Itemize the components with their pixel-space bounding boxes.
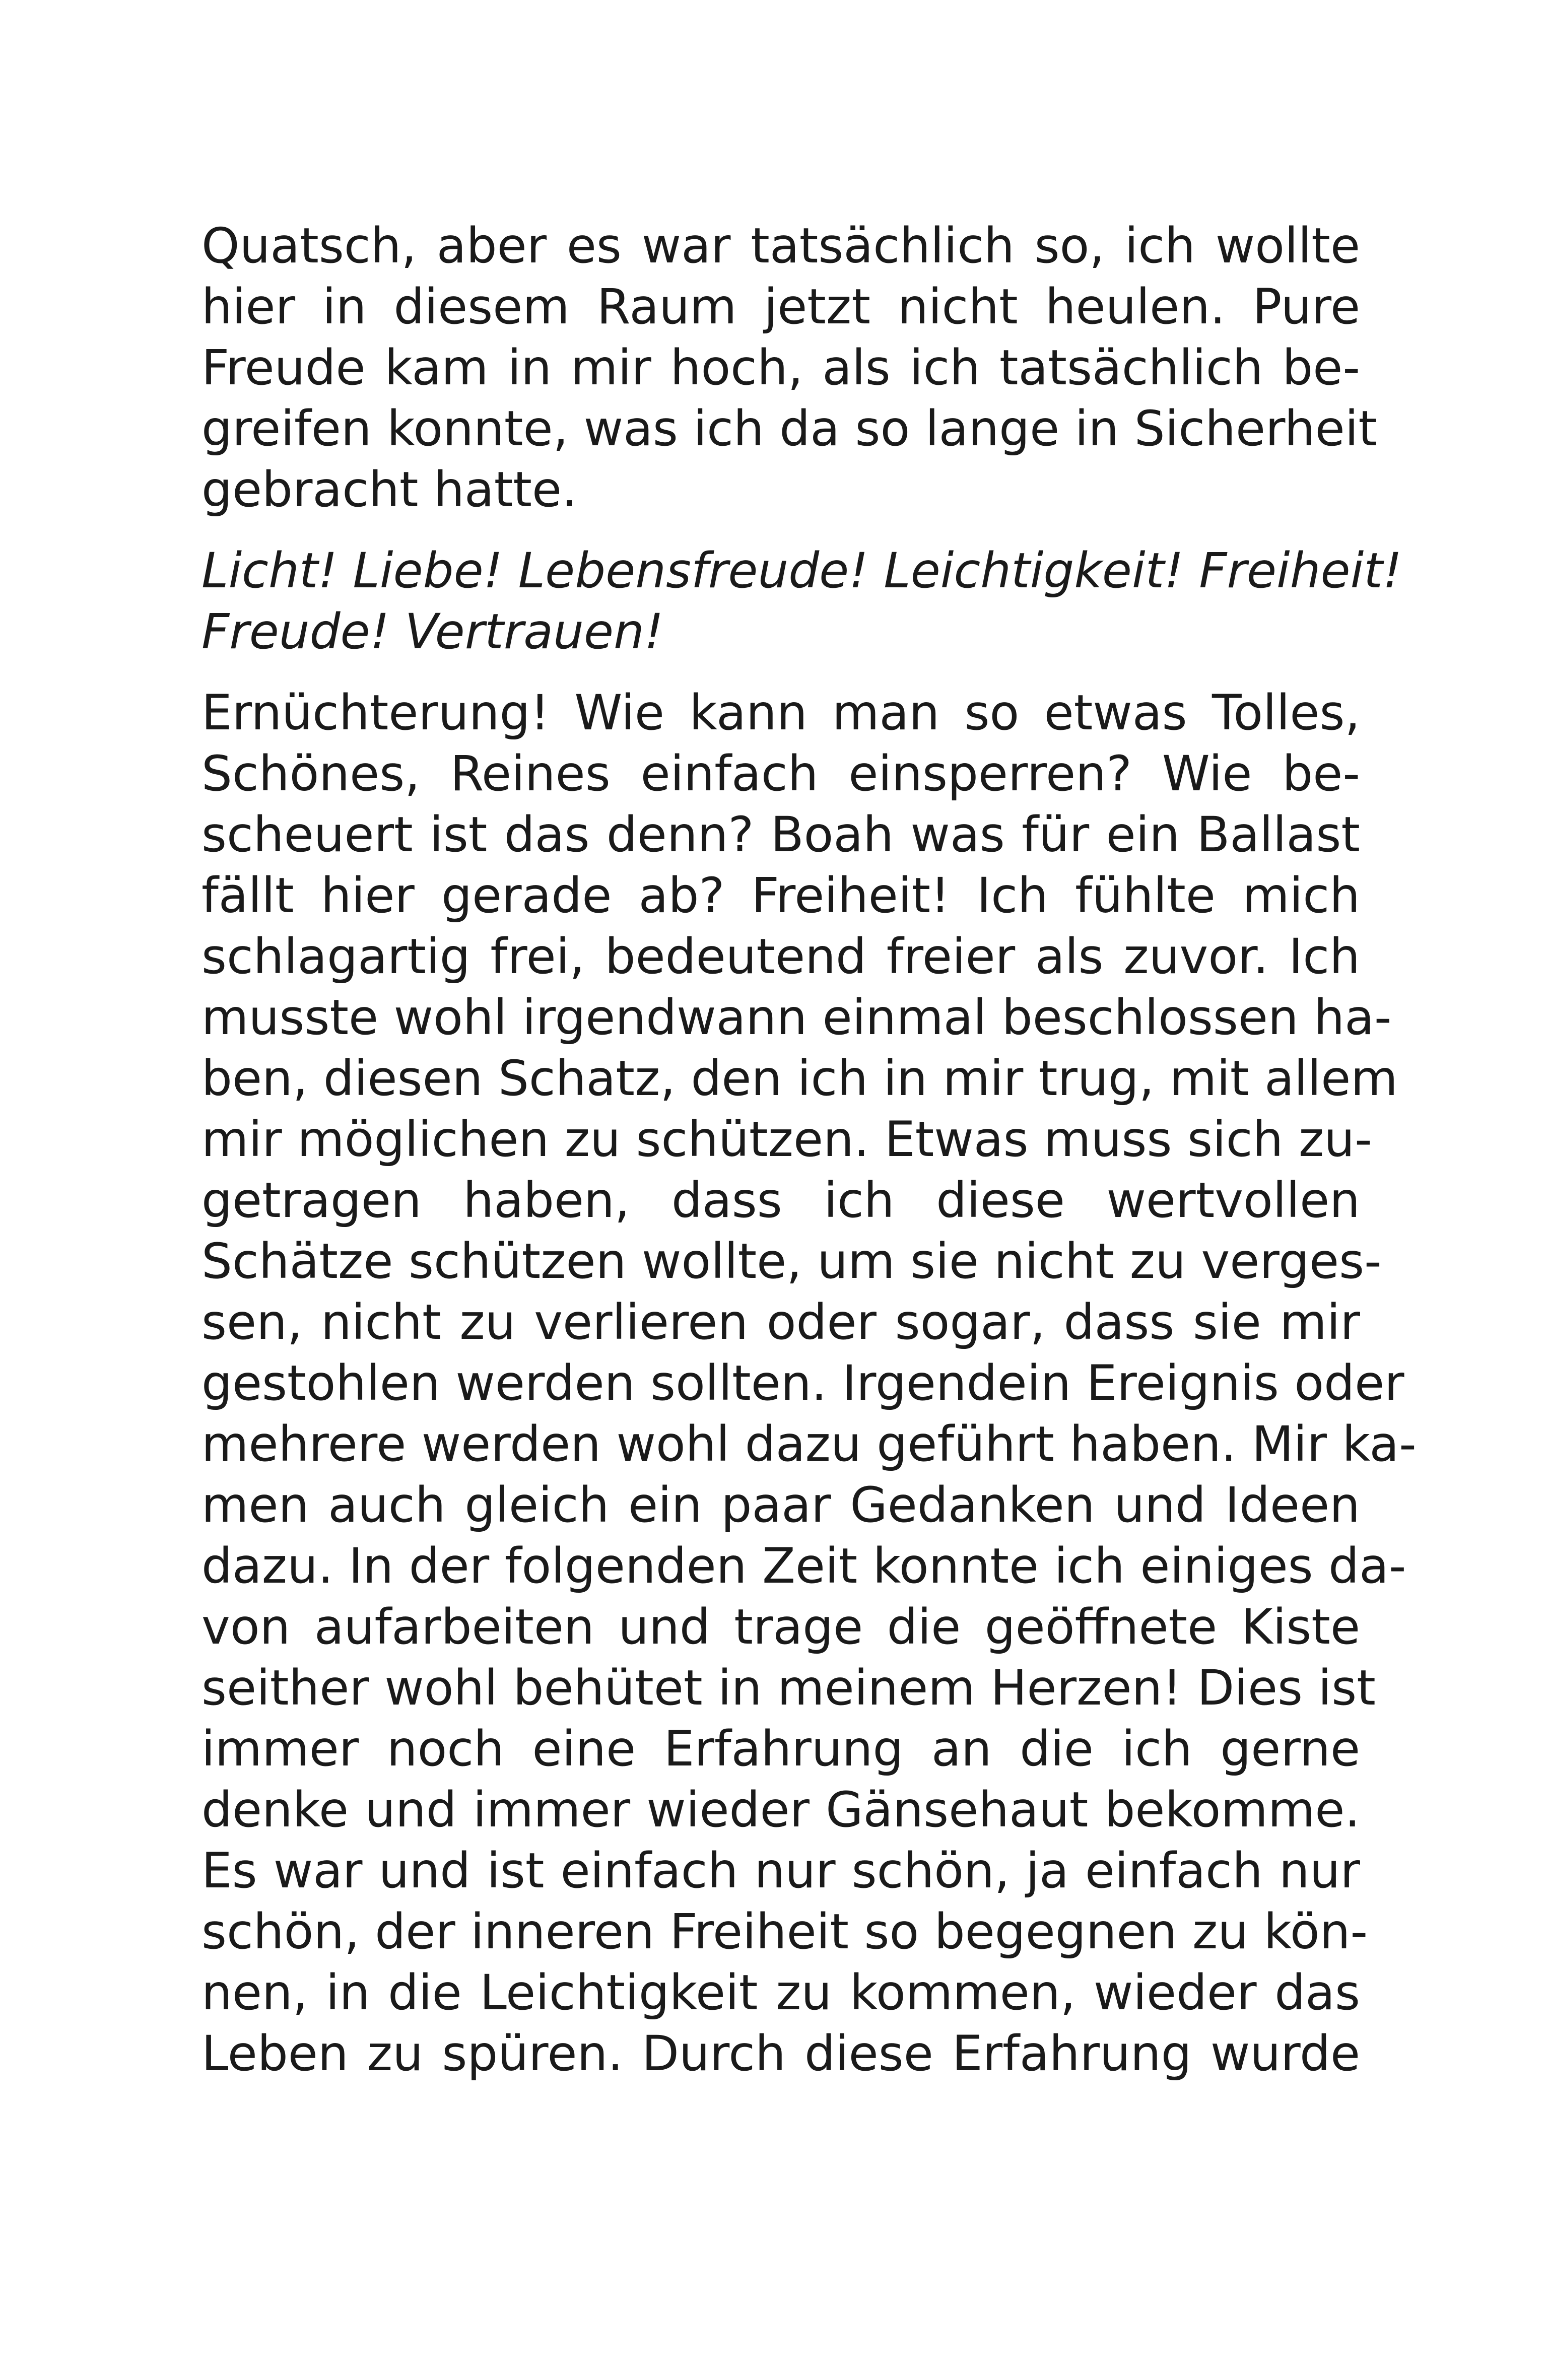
paragraph [201,683,1417,2084]
text-line: Schätze schützen wollte, um sie nicht zu verges- [201,1233,1382,1289]
text-line: hier in diesem Raum jetzt nicht heulen. Pure [201,279,1360,335]
text-line: Ernüchterung! Wie kann man so etwas Tolles, [201,685,1360,741]
text-line: immer noch eine Erfahrung an die ich gerne [201,1721,1360,1777]
text-line: sen, nicht zu verlieren oder sogar, dass sie mir [201,1294,1360,1350]
text-line: Quatsch, aber es war tatsächlich so, ich wollte [201,218,1360,274]
text-line: Freude! Vertrauen! [201,603,664,660]
text-line: Licht! Liebe! Lebensfreude! Leichtigkeit! Freiheit! [201,542,1402,599]
text-line: gebracht hatte. [201,461,577,518]
text-line: dazu. In der folgenden Zeit konnte ich einiges da- [201,1538,1406,1594]
paragraph [201,216,1377,520]
text-line: mir möglichen zu schützen. Etwas muss sich zu- [201,1111,1372,1168]
paragraph-italic [201,540,1402,662]
text-line: getragen haben, dass ich diese wertvollen [201,1172,1360,1229]
text-line: gestohlen werden sollten. Irgendein Ereignis oder [201,1355,1404,1411]
text-line: ben, diesen Schatz, den ich in mir trug, mit allem [201,1050,1398,1107]
text-line: nen, in die Leichtigkeit zu kommen, wieder das [201,1964,1360,2021]
text-line: mehrere werden wohl dazu geführt haben. Mir ka- [201,1416,1417,1472]
paragraph-gap [201,520,1360,540]
text-line: Schönes, Reines einfach einsperren? Wie be- [201,745,1360,802]
text-line: greifen konnte, was ich da so lange in Sicherheit [201,400,1377,457]
text-line: Es war und ist einfach nur schön, ja einfach nur [201,1843,1360,1899]
text-line: denke und immer wieder Gänsehaut bekomme. [201,1782,1360,1838]
text-line: men auch gleich ein paar Gedanken und Ideen [201,1477,1360,1533]
text-line: fällt hier gerade ab? Freiheit! Ich fühlte mich [201,867,1360,924]
text-line: musste wohl irgendwann einmal beschlossen ha- [201,989,1392,1046]
text-line: von aufarbeiten und trage die geöffnete Kiste [201,1599,1360,1655]
body-text [201,216,1417,2084]
text-line: seither wohl behütet in meinem Herzen! Dies ist [201,1660,1376,1716]
text-line: schlagartig frei, bedeutend freier als zuvor. Ich [201,928,1360,985]
text-line: scheuert ist das denn? Boah was für ein Ballast [201,806,1360,863]
text-line: Leben zu spüren. Durch diese Erfahrung wurde [201,2025,1360,2082]
paragraph-gap [201,662,1360,683]
text-line: Freude kam in mir hoch, als ich tatsächlich be- [201,339,1360,396]
text-line: schön, der inneren Freiheit so begegnen zu kön- [201,1903,1368,1960]
